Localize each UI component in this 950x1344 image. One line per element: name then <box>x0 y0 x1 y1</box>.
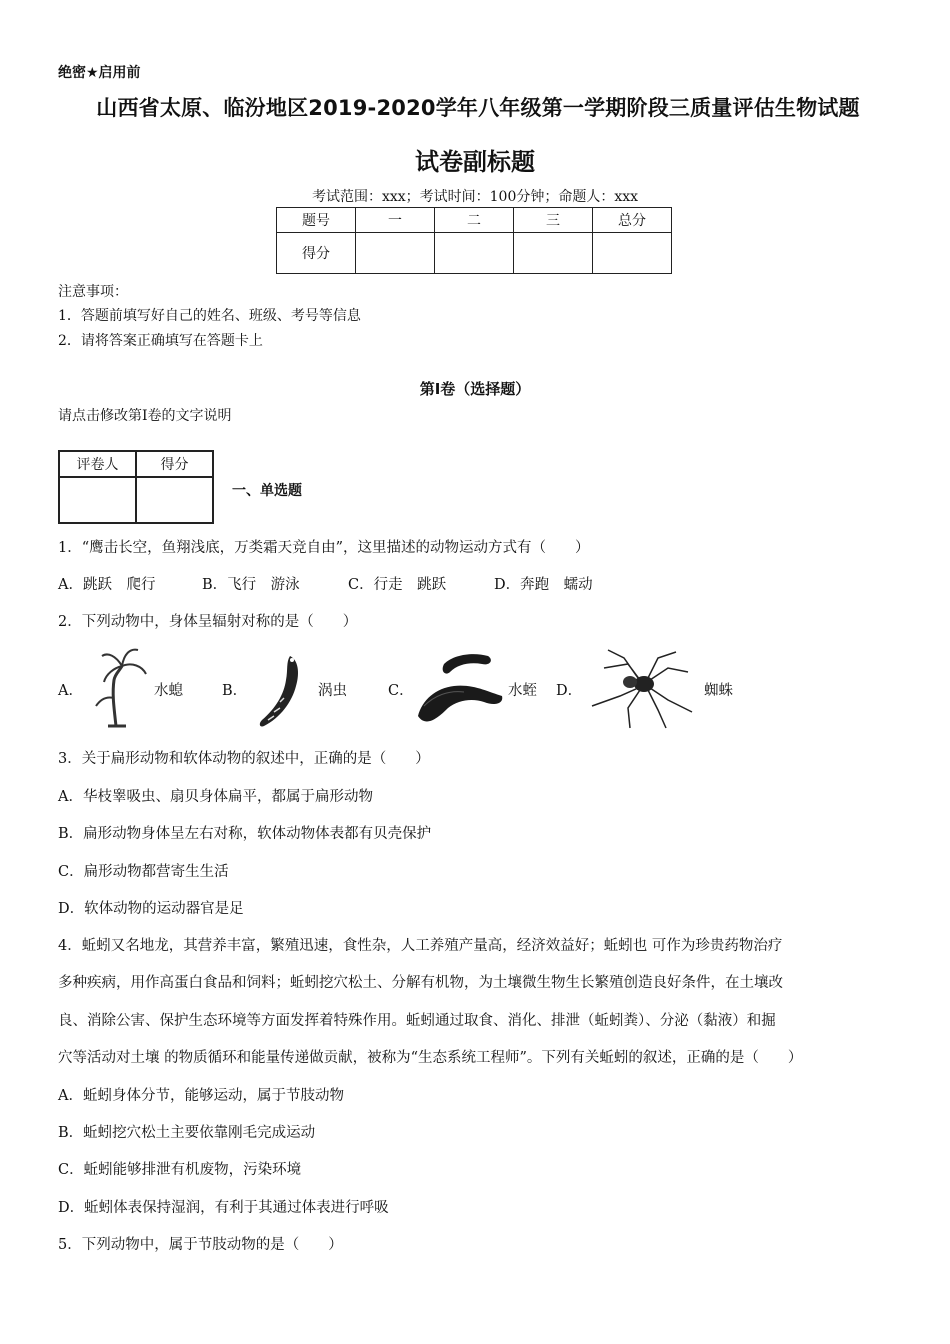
question-3-option-a[interactable]: A．华枝睾吸虫、扇贝身体扁平，都属于扁形动物 <box>58 789 373 805</box>
grader-score-header: 得分 <box>136 451 213 477</box>
hydra-label: 水螅 <box>154 683 183 699</box>
score-cell[interactable] <box>514 233 593 274</box>
grader-cell[interactable] <box>59 477 136 523</box>
grader-score-cell[interactable] <box>136 477 213 523</box>
question-5-stem: 5．下列动物中，属于节肢动物的是（ ） <box>58 1237 343 1253</box>
question-3-stem: 3．关于扁形动物和软体动物的叙述中，正确的是（ ） <box>58 751 430 767</box>
notes-item: 1．答题前填写好自己的姓名、班级、考号等信息 <box>58 308 361 324</box>
score-header-2: 二 <box>435 208 514 233</box>
spider-label: 蜘蛛 <box>704 683 733 699</box>
question-2-option-a-letter[interactable]: A． <box>58 683 83 699</box>
score-cell[interactable] <box>356 233 435 274</box>
notes-item: 2．请将答案正确填写在答题卡上 <box>58 333 263 349</box>
question-1-option-c[interactable]: C．行走 跳跃 <box>348 577 447 593</box>
exam-info: 考试范围：xxx；考试时间：100分钟；命题人：xxx <box>311 189 639 205</box>
part-title: 一、单选题 <box>232 483 302 499</box>
score-header-3: 三 <box>514 208 593 233</box>
question-2-stem: 2．下列动物中，身体呈辐射对称的是（ ） <box>58 614 358 630</box>
question-1-option-d[interactable]: D．奔跑 蠕动 <box>494 577 593 593</box>
question-4-option-c[interactable]: C．蚯蚓能够排泄有机废物，污染环境 <box>58 1162 302 1178</box>
section-title: 第I卷（选择题） <box>419 380 531 398</box>
leech-label: 水蛭 <box>508 683 537 699</box>
question-4-stem-line: 多种疾病，用作高蛋白食品和饲料；蚯蚓挖穴松土、分解有机物，为土壤微生物生长繁殖创造良好条件，在土壤改 <box>58 975 783 991</box>
score-header-1: 一 <box>356 208 435 233</box>
question-2-option-c-letter[interactable]: C． <box>388 683 414 699</box>
exam-subtitle: 试卷副标题 <box>415 148 535 176</box>
score-header-label: 题号 <box>277 208 356 233</box>
question-2-option-d-letter[interactable]: D． <box>556 683 583 699</box>
score-cell[interactable] <box>435 233 514 274</box>
notes-title: 注意事项： <box>58 284 128 300</box>
leech-image <box>414 646 508 730</box>
question-4-stem-line: 4．蚯蚓又名地龙，其营养丰富，繁殖迅速，食性杂，人工养殖产量高，经济效益好；蚯蚓也 可作为珍贵药物治疗 <box>58 938 783 954</box>
score-header-total: 总分 <box>593 208 672 233</box>
planarian-label: 涡虫 <box>318 683 347 699</box>
confidential-mark: 绝密★启用前 <box>58 65 141 81</box>
question-2-option-b-letter[interactable]: B． <box>222 683 248 699</box>
grader-table <box>58 450 214 524</box>
question-4-stem-line: 良、消除公害、保护生态环境等方面发挥着特殊作用。蚯蚓通过取食、消化、排泄（蚯蚓粪）、分泌（黏液）和掘 <box>58 1013 776 1029</box>
exam-title: 山西省太原、临汾地区2019-2020学年八年级第一学期阶段三质量评估生物试题 <box>96 96 860 120</box>
hydra-image <box>86 646 152 730</box>
spider-image <box>584 646 696 730</box>
planarian-image <box>252 646 308 730</box>
score-row-label: 得分 <box>277 233 356 274</box>
question-1-option-a[interactable]: A．跳跃 爬行 <box>58 577 156 593</box>
question-1-stem: 1．“鹰击长空，鱼翔浅底，万类霜天竞自由”，这里描述的动物运动方式有（ ） <box>58 540 590 556</box>
section-description[interactable]: 请点击修改第I卷的文字说明 <box>58 408 232 424</box>
question-3-option-c[interactable]: C．扁形动物都营寄生生活 <box>58 864 229 880</box>
grader-header: 评卷人 <box>59 451 136 477</box>
question-4-option-b[interactable]: B．蚯蚓挖穴松土主要依靠刚毛完成运动 <box>58 1125 316 1141</box>
question-4-stem-line: 穴等活动对土壤 的物质循环和能量传递做贡献，被称为“生态系统工程师”。下列有关蚯蚓的叙述，正确的是（ ） <box>58 1050 803 1066</box>
score-table <box>276 207 672 274</box>
question-4-option-d[interactable]: D．蚯蚓体表保持湿润，有利于其通过体表进行呼吸 <box>58 1200 389 1216</box>
question-4-option-a[interactable]: A．蚯蚓身体分节，能够运动，属于节肢动物 <box>58 1088 344 1104</box>
question-1-option-b[interactable]: B．飞行 游泳 <box>202 577 300 593</box>
question-3-option-b[interactable]: B．扁形动物身体呈左右对称，软体动物体表都有贝壳保护 <box>58 826 432 842</box>
score-cell[interactable] <box>593 233 672 274</box>
question-3-option-d[interactable]: D．软体动物的运动器官是足 <box>58 901 244 917</box>
